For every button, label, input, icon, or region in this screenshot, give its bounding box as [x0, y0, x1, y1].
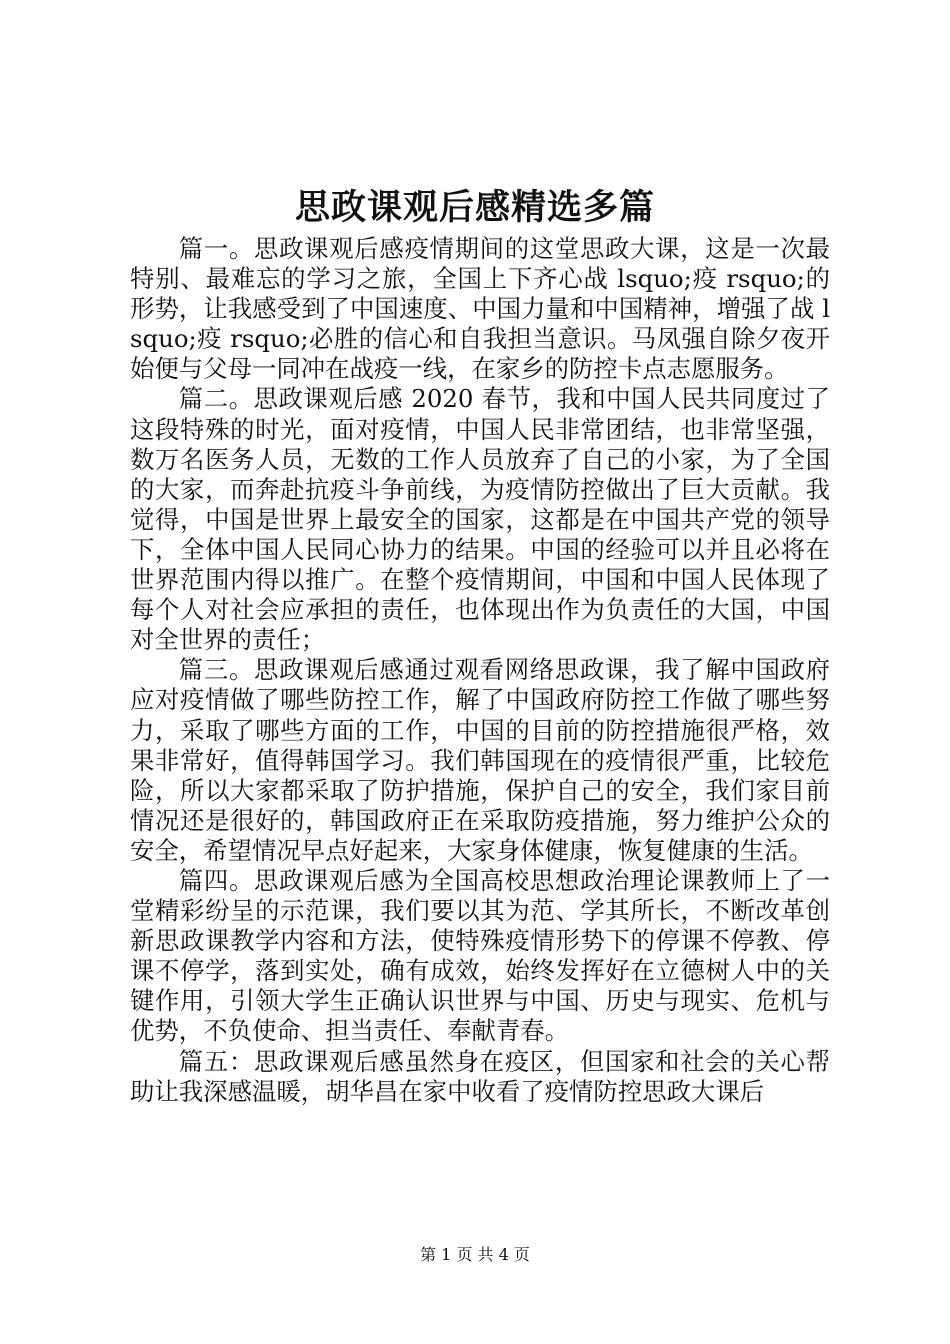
- paragraph-2: 篇二。思政课观后感 2020 春节，我和中国人民共同度过了这段特殊的时光，面对疫情，中国人民非常团结，也非常坚强，数万名医务人员，无数的工作人员放弃了自己的小家，为了全国的大家，而奔赴抗疫斗争前线，为疫情防控做出了巨大贡献。我觉得，中国是世界上最安全的国家，这都是在中国共产党的领导下，全体中国人民同心协力的结果。中国的经验可以并且必将在世界范围内得以推广。在整个疫情期间，中国和中国人民体现了每个人对社会应承担的责任，也体现出作为负责任的大国，中国对全世界的责任；: [130, 384, 830, 655]
- paragraph-3: 篇三。思政课观后感通过观看网络思政课，我了解中国政府应对疫情做了哪些防控工作，解了中国政府防控工作做了哪些努力，采取了哪些方面的工作，中国的目前的防控措施很严格，效果非常好，值得韩国学习。我们韩国现在的疫情很严重，比较危险，所以大家都采取了防护措施，保护自己的安全，我们家目前情况还是很好的，韩国政府正在采取防疫措施，努力维护公众的安全，希望情况早点好起来，大家身体健康，恢复健康的生活。: [130, 655, 830, 865]
- paragraph-1: 篇一。思政课观后感疫情期间的这堂思政大课，这是一次最特别、最难忘的学习之旅，全国上下齐心战 lsquo;疫 rsquo;的形势，让我感受到了中国速度、中国力量和中国精神，增强了战 lsquo;疫 rsquo;必胜的信心和自我担当意识。马凤强自除夕夜开始便与父母一同冲在战疫一线，在家乡的防控卡点志愿服务。: [130, 234, 830, 384]
- document-body: [130, 234, 830, 1107]
- paragraph-5: 篇五：思政课观后感虽然身在疫区，但国家和社会的关心帮助让我深感温暖，胡华昌在家中收看了疫情防控思政大课后: [130, 1046, 830, 1106]
- page-number-footer: 第 1 页 共 4 页: [420, 1245, 530, 1264]
- paragraph-4: 篇四。思政课观后感为全国高校思想政治理论课教师上了一堂精彩纷呈的示范课，我们要以其为范、学其所长，不断改革创新思政课教学内容和方法，使特殊疫情形势下的停课不停教、停课不停学，落到实处，确有成效，始终发挥好在立德树人中的关键作用，引领大学生正确认识世界与中国、历史与现实、危机与优势，不负使命、担当责任、奉献青春。: [130, 865, 830, 1046]
- document-title: 思政课观后感精选多篇: [294, 187, 655, 228]
